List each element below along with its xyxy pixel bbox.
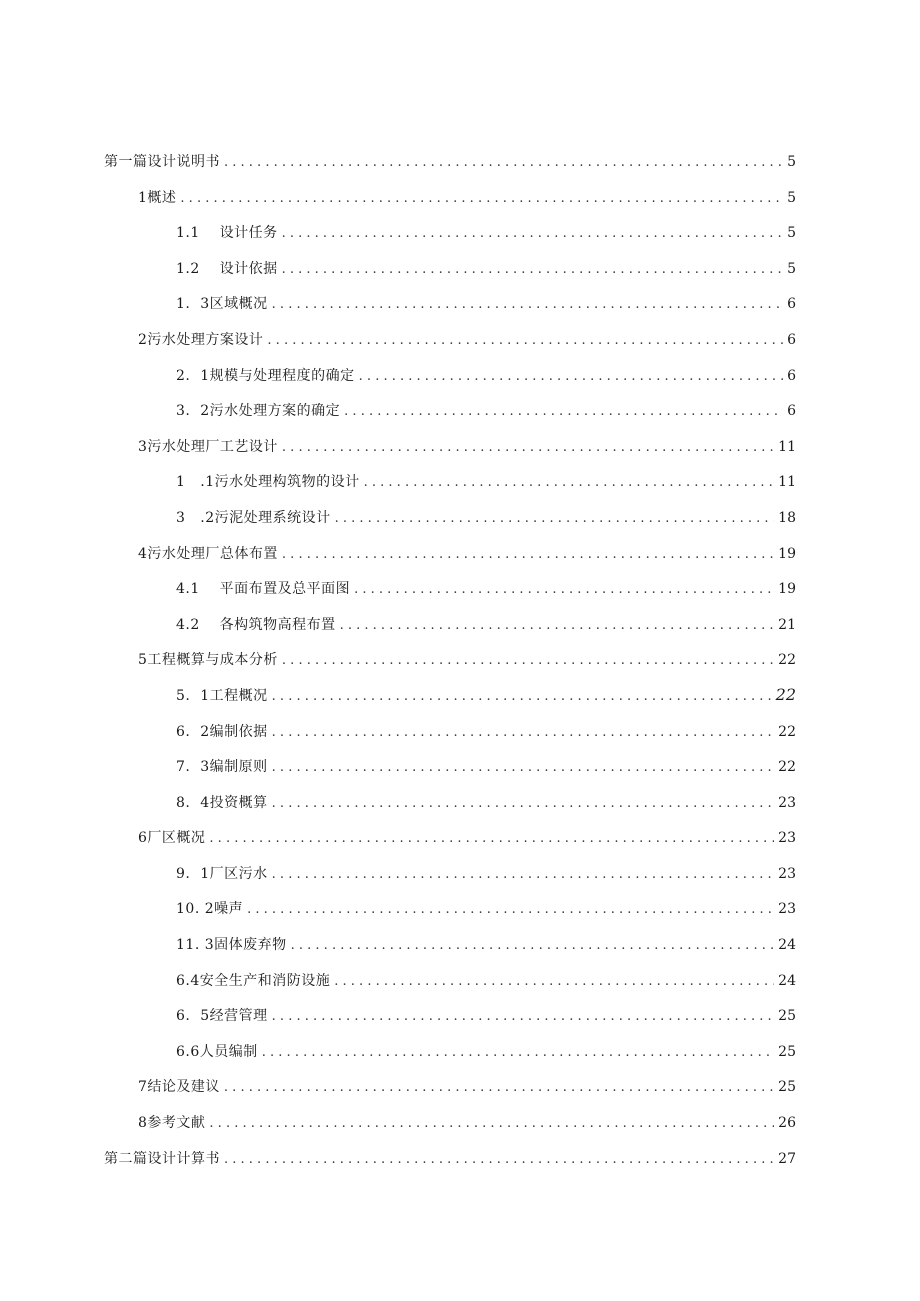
toc-entry-title: 6. 2编制依据: [176, 723, 268, 740]
table-of-contents: [0, 143, 920, 1175]
toc-entry[interactable]: [0, 1140, 920, 1176]
toc-entry-page-number: 23: [778, 901, 796, 918]
toc-entry-title: 4污水处理厂总体布置: [138, 545, 278, 562]
toc-entry-page-number: 5: [787, 225, 796, 242]
toc-entry-title: 7. 3编制原则: [176, 759, 268, 776]
toc-dot-leader: [224, 1153, 774, 1166]
toc-dot-leader: [282, 548, 774, 561]
toc-entry-line: [176, 1041, 796, 1061]
toc-entry-title: 3 .2污泥处理系统设计: [176, 509, 331, 526]
toc-entry-title: 第一篇设计说明书: [104, 154, 220, 170]
toc-entry-line: [176, 970, 796, 990]
toc-dot-leader: [272, 690, 772, 703]
toc-dot-leader: [224, 156, 783, 169]
toc-entry-title: 2污水处理方案设计: [138, 331, 264, 348]
toc-entry-title: 4.2 各构筑物高程布置: [176, 616, 336, 633]
toc-entry-title: 11. 3固体废弃物: [176, 937, 287, 954]
toc-entry-title: 9. 1厂区污水: [176, 865, 268, 882]
toc-entry[interactable]: [0, 535, 920, 571]
toc-entry-title: 8参考文献: [138, 1115, 206, 1132]
toc-entry-title: 8. 4投资概算: [176, 794, 268, 811]
toc-entry-line: [176, 863, 796, 883]
toc-entry-line: [138, 1112, 796, 1132]
toc-entry-page-number: 18: [778, 509, 796, 526]
toc-entry-page-number: 22: [778, 723, 796, 740]
toc-entry-page-number: 22: [778, 759, 796, 776]
toc-entry-line: [176, 507, 796, 527]
toc-dot-leader: [209, 1117, 774, 1130]
toc-dot-leader: [282, 654, 774, 667]
toc-entry[interactable]: [0, 1033, 920, 1069]
toc-entry-page-number: 5: [787, 189, 796, 206]
toc-entry-page-number: 5: [787, 260, 796, 277]
toc-entry-title: 1.2 设计依据: [176, 260, 278, 277]
toc-entry-line: [176, 400, 796, 420]
toc-entry-line: [138, 827, 796, 847]
toc-entry[interactable]: [0, 855, 920, 891]
toc-entry[interactable]: [0, 926, 920, 962]
toc-entry[interactable]: [0, 179, 920, 215]
toc-entry-title: 5工程概算与成本分析: [138, 652, 278, 669]
toc-dot-leader: [180, 192, 783, 205]
toc-entry-page-number: 25: [778, 1079, 796, 1096]
toc-entry-line: [176, 258, 796, 278]
toc-entry-line: [176, 293, 796, 313]
toc-entry-line: [138, 187, 796, 207]
toc-entry[interactable]: [0, 748, 920, 784]
toc-entry[interactable]: [0, 357, 920, 393]
toc-entry[interactable]: [0, 428, 920, 464]
toc-entry[interactable]: [0, 214, 920, 250]
toc-entry[interactable]: [0, 962, 920, 998]
toc-entry-title: 1概述: [138, 189, 177, 206]
toc-entry-line: [138, 649, 796, 669]
toc-entry-page-number: 6: [787, 296, 796, 313]
toc-dot-leader: [272, 1010, 775, 1023]
toc-entry[interactable]: [0, 570, 920, 606]
toc-dot-leader: [282, 263, 784, 276]
toc-entry-line: [176, 721, 796, 741]
toc-dot-leader: [344, 405, 783, 418]
toc-entry-page-number: 25: [778, 1043, 796, 1060]
toc-entry-line: [176, 898, 796, 918]
toc-entry-page-number: 5: [787, 154, 796, 170]
toc-dot-leader: [335, 512, 775, 525]
toc-entry-line: [176, 471, 796, 491]
toc-entry-title: 1. 3区域概况: [176, 296, 268, 313]
toc-dot-leader: [267, 334, 783, 347]
toc-entry[interactable]: [0, 819, 920, 855]
toc-entry-line: [138, 329, 796, 349]
toc-entry[interactable]: [0, 285, 920, 321]
toc-entry-page-number: 24: [778, 972, 796, 989]
toc-entry-page-number: 23: [778, 865, 796, 882]
toc-dot-leader: [262, 1046, 774, 1059]
toc-entry-line: [176, 1005, 796, 1025]
toc-entry-page-number: 22: [778, 652, 796, 669]
toc-entry[interactable]: [0, 606, 920, 642]
toc-entry-page-number: 24: [778, 937, 796, 954]
toc-dot-leader: [272, 761, 775, 774]
toc-entry[interactable]: [0, 463, 920, 499]
toc-entry[interactable]: [0, 392, 920, 428]
toc-dot-leader: [224, 1081, 774, 1094]
toc-dot-leader: [272, 797, 775, 810]
toc-entry-line: [176, 578, 796, 598]
toc-entry-line: [176, 685, 796, 705]
toc-entry-title: 2. 1规模与处理程度的确定: [176, 367, 355, 384]
toc-dot-leader: [282, 227, 784, 240]
toc-entry[interactable]: [0, 641, 920, 677]
toc-entry-title: 3. 2污水处理方案的确定: [176, 403, 341, 420]
toc-entry[interactable]: [0, 321, 920, 357]
toc-entry-title: 6.4安全生产和消防设施: [176, 972, 331, 989]
toc-entry-line: [104, 151, 796, 171]
toc-entry[interactable]: [0, 677, 920, 713]
toc-entry-title: 5. 1工程概况: [176, 687, 268, 704]
toc-entry-page-number: 22: [775, 684, 796, 704]
toc-entry[interactable]: [0, 713, 920, 749]
toc-entry-page-number: 21: [778, 616, 796, 633]
toc-entry-page-number: 19: [778, 545, 796, 562]
toc-dot-leader: [282, 441, 774, 454]
toc-entry[interactable]: [0, 997, 920, 1033]
toc-dot-leader: [209, 832, 774, 845]
toc-entry-title: 10. 2噪声: [176, 901, 244, 918]
toc-entry[interactable]: [0, 499, 920, 535]
toc-entry-line: [176, 222, 796, 242]
toc-entry-title: 6.6人员编制: [176, 1043, 258, 1060]
toc-dot-leader: [272, 298, 783, 311]
toc-entry-title: 4.1 平面布置及总平面图: [176, 581, 351, 598]
toc-entry-title: 6. 5经营管理: [176, 1008, 268, 1025]
toc-entry-page-number: 6: [787, 403, 796, 420]
toc-dot-leader: [272, 868, 775, 881]
toc-entry-page-number: 6: [787, 331, 796, 348]
toc-entry-page-number: 23: [778, 830, 796, 847]
toc-entry-line: [138, 436, 796, 456]
toc-entry-page-number: 11: [778, 474, 796, 491]
toc-entry[interactable]: [0, 250, 920, 286]
toc-entry-page-number: 11: [778, 438, 796, 455]
toc-entry-line: [176, 792, 796, 812]
toc-entry-title: 1.1 设计任务: [176, 225, 278, 242]
toc-dot-leader: [247, 903, 774, 916]
toc-entry-line: [138, 1076, 796, 1096]
toc-dot-leader: [359, 370, 783, 383]
toc-dot-leader: [340, 619, 775, 632]
toc-entry-line: [138, 543, 796, 563]
toc-dot-leader: [291, 939, 775, 952]
toc-entry[interactable]: [0, 1104, 920, 1140]
toc-entry-title: 7结论及建议: [138, 1079, 220, 1096]
toc-entry-line: [176, 365, 796, 385]
toc-entry-line: [176, 756, 796, 776]
toc-entry-page-number: 26: [778, 1115, 796, 1132]
toc-entry-page-number: 23: [778, 794, 796, 811]
toc-entry-line: [176, 614, 796, 634]
toc-entry-title: 1 .1污水处理构筑物的设计: [176, 474, 360, 491]
toc-dot-leader: [272, 726, 775, 739]
toc-entry[interactable]: [0, 890, 920, 926]
toc-entry[interactable]: [0, 1068, 920, 1104]
toc-entry-title: 6厂区概况: [138, 830, 206, 847]
toc-entry-page-number: 27: [778, 1150, 796, 1167]
toc-entry-line: [176, 934, 796, 954]
toc-dot-leader: [364, 476, 775, 489]
toc-entry-title: 3污水处理厂工艺设计: [138, 438, 278, 455]
toc-entry-page-number: 6: [787, 367, 796, 384]
toc-entry-title: 第二篇设计计算书: [104, 1150, 220, 1167]
toc-dot-leader: [334, 975, 774, 988]
toc-entry[interactable]: [0, 143, 920, 179]
toc-entry-line: [104, 1148, 796, 1168]
toc-entry-page-number: 19: [778, 581, 796, 598]
toc-dot-leader: [354, 583, 774, 596]
toc-entry[interactable]: [0, 784, 920, 820]
toc-entry-page-number: 25: [778, 1008, 796, 1025]
